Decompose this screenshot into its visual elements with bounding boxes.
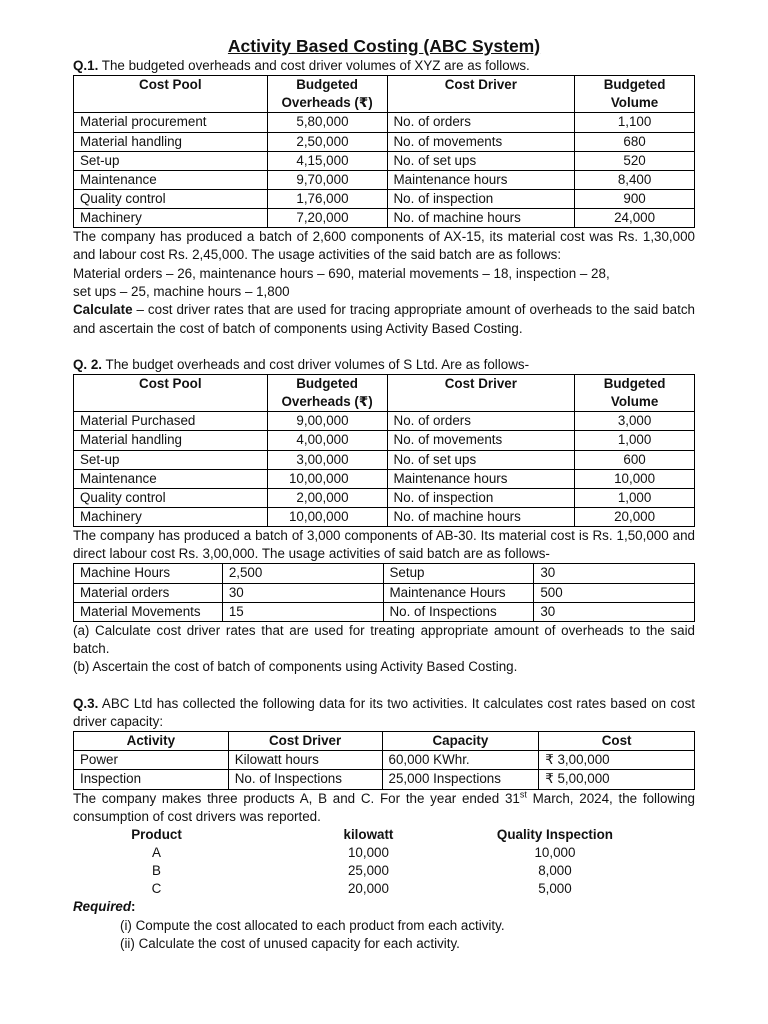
q3-product-table <box>73 826 613 898</box>
cost-pool: Maintenance <box>74 469 268 488</box>
q3-label: Q.3. <box>73 695 99 711</box>
volume: 20,000 <box>575 507 695 526</box>
overheads: 4,00,000 <box>267 431 387 450</box>
usage-label: Maintenance Hours <box>383 583 534 602</box>
q1-header-row <box>74 76 695 113</box>
usage-value: 30 <box>222 583 383 602</box>
q2-usage-table <box>73 563 695 621</box>
cost-driver: Maintenance hours <box>387 170 575 189</box>
q3-para <box>73 790 695 827</box>
table-row <box>74 751 695 770</box>
product-name: B <box>152 863 161 879</box>
q3-para-sup: st <box>519 789 527 800</box>
cost-driver: No. of set ups <box>387 450 575 469</box>
activity: Inspection <box>74 770 229 789</box>
volume: 8,400 <box>575 170 695 189</box>
cost-pool: Quality control <box>74 488 268 507</box>
q1-label: Q.1. <box>73 58 99 73</box>
overheads: 2,50,000 <box>267 132 387 151</box>
q2-para1: The company has produced a batch of 3,000 components of AB-30. Its material cost is Rs. 1,50,000 and direct labour cost Rs. 3,00,000. The usage activities of said batch are as follows- <box>73 527 695 562</box>
usage-label: Machine Hours <box>74 564 223 583</box>
cost-pool: Machinery <box>74 507 268 526</box>
usage-value: 15 <box>222 602 383 621</box>
q1-intro <box>73 57 695 75</box>
usage-value: 500 <box>534 583 695 602</box>
required-item-1: (i) Compute the cost allocated to each product from each activity. <box>120 917 505 933</box>
calculate-label: Calculate <box>73 302 133 318</box>
q3-header-row <box>74 732 695 751</box>
required-label: Required <box>73 899 132 915</box>
q3-header: Capacity <box>382 732 539 751</box>
q2-part-b: (b) Ascertain the cost of batch of components using Activity Based Costing. <box>73 659 518 675</box>
q2-header: Cost Driver <box>387 375 575 412</box>
table-row <box>74 469 695 488</box>
product-name: C <box>151 881 162 897</box>
kilowatt-value: 25,000 <box>347 863 389 879</box>
q1-header: Cost Driver <box>387 76 575 113</box>
table-row <box>74 412 695 431</box>
inspection-value: 8,000 <box>538 863 572 879</box>
q3-intro <box>73 695 695 732</box>
volume: 900 <box>575 189 695 208</box>
q3-header: Cost Driver <box>228 732 382 751</box>
cost-pool: Set-up <box>74 450 268 469</box>
table-row <box>74 113 695 132</box>
cost-pool: Material handling <box>74 132 268 151</box>
q3-intro-text: ABC Ltd has collected the following data for its two activities. It calculates cost rates based on cost driver capacity: <box>73 695 695 729</box>
usage-value: 30 <box>534 564 695 583</box>
cost-pool: Set-up <box>74 151 268 170</box>
volume: 600 <box>575 450 695 469</box>
page-title: Activity Based Costing (ABC System) <box>227 36 541 56</box>
product-name: A <box>152 845 161 861</box>
table-row <box>74 151 695 170</box>
cost-driver: No. of machine hours <box>387 507 575 526</box>
usage-label: Material orders <box>74 583 223 602</box>
table-row <box>74 132 695 151</box>
table-row <box>74 583 695 602</box>
overheads: 3,00,000 <box>267 450 387 469</box>
capacity: 60,000 KWhr. <box>382 751 539 770</box>
kilowatt-value: 10,000 <box>347 845 389 861</box>
q2-header-row <box>74 375 695 412</box>
volume: 1,100 <box>575 113 695 132</box>
required-item-2: (ii) Calculate the cost of unused capacity for each activity. <box>120 936 460 952</box>
usage-value: 30 <box>534 602 695 621</box>
table-row <box>74 602 695 621</box>
q3-header: Activity <box>74 732 229 751</box>
cost-pool: Maintenance <box>74 170 268 189</box>
q1-calculate <box>73 301 695 338</box>
volume: 1,000 <box>575 431 695 450</box>
cost-pool: Material handling <box>74 431 268 450</box>
cost-driver: No. of orders <box>387 412 575 431</box>
activity: Power <box>74 751 229 770</box>
overheads: 9,00,000 <box>267 412 387 431</box>
table-row <box>73 844 613 862</box>
q1-intro-text: The budgeted overheads and cost driver volumes of XYZ are as follows. <box>98 58 530 73</box>
table-row <box>74 564 695 583</box>
cost-driver: No. of movements <box>387 431 575 450</box>
kilowatt-header: kilowatt <box>343 827 394 843</box>
usage-value: 2,500 <box>222 564 383 583</box>
overheads: 4,15,000 <box>267 151 387 170</box>
q1-para3: set ups – 25, machine hours – 1,800 <box>73 283 290 299</box>
q2-header: Budgeted Overheads (₹) <box>267 375 387 412</box>
q2-label: Q. 2. <box>73 356 103 372</box>
q1-para2: Material orders – 26, maintenance hours – 690, material movements – 18, inspection – 28, <box>73 265 610 281</box>
cost-driver: Kilowatt hours <box>228 751 382 770</box>
q1-header: Cost Pool <box>74 76 268 113</box>
cost: ₹ 5,00,000 <box>539 770 695 789</box>
table-row <box>74 189 695 208</box>
table-row <box>74 170 695 189</box>
cost: ₹ 3,00,000 <box>539 751 695 770</box>
volume: 3,000 <box>575 412 695 431</box>
inspection-value: 10,000 <box>534 845 576 861</box>
q1-header: Budgeted Overheads (₹) <box>267 76 387 113</box>
overheads: 10,00,000 <box>267 507 387 526</box>
volume: 24,000 <box>575 208 695 227</box>
overheads: 2,00,000 <box>267 488 387 507</box>
overheads: 5,80,000 <box>267 113 387 132</box>
q2-table <box>73 374 695 527</box>
table-row <box>73 826 613 844</box>
volume: 680 <box>575 132 695 151</box>
kilowatt-value: 20,000 <box>347 881 389 897</box>
q2-intro <box>73 356 695 374</box>
table-row <box>74 450 695 469</box>
q3-para-pre: The company makes three products A, B and C. For the year ended 31 <box>73 790 520 806</box>
cost-driver: No. of movements <box>387 132 575 151</box>
q3-para-post: March, 2024, the following consumption of cost drivers was reported. <box>73 790 695 824</box>
table-row <box>74 488 695 507</box>
cost-driver: No. of Inspections <box>228 770 382 789</box>
table-row <box>74 507 695 526</box>
q2-header: Cost Pool <box>74 375 268 412</box>
overheads: 9,70,000 <box>267 170 387 189</box>
inspection-value: 5,000 <box>538 881 572 897</box>
q1-header: Budgeted Volume <box>575 76 695 113</box>
table-row <box>74 208 695 227</box>
cost-pool: Quality control <box>74 189 268 208</box>
q2-intro-text: The budget overheads and cost driver volumes of S Ltd. Are as follows- <box>102 356 530 372</box>
q1-table <box>73 75 695 228</box>
volume: 10,000 <box>575 469 695 488</box>
q3-header: Cost <box>539 732 695 751</box>
volume: 1,000 <box>575 488 695 507</box>
cost-driver: No. of orders <box>387 113 575 132</box>
cost-pool: Material Purchased <box>74 412 268 431</box>
usage-label: Material Movements <box>74 602 223 621</box>
q2-part-a: (a) Calculate cost driver rates that are used for treating appropriate amount of overheads to the said batch. <box>73 622 695 657</box>
overheads: 7,20,000 <box>267 208 387 227</box>
document-page <box>73 36 695 953</box>
table-row <box>73 862 613 880</box>
volume: 520 <box>575 151 695 170</box>
cost-driver: No. of machine hours <box>387 208 575 227</box>
usage-label: Setup <box>383 564 534 583</box>
cost-driver: No. of inspection <box>387 189 575 208</box>
cost-driver: Maintenance hours <box>387 469 575 488</box>
q2-header: Budgeted Volume <box>575 375 695 412</box>
usage-label: No. of Inspections <box>383 602 534 621</box>
cost-pool: Machinery <box>74 208 268 227</box>
q1-para1: The company has produced a batch of 2,600 components of AX-15, its material cost was Rs. 1,30,000 and labour cost Rs. 2,45,000. The usage activities of the said batch are as follows: <box>73 229 695 263</box>
table-row <box>74 770 695 789</box>
product-header: Product <box>131 827 182 843</box>
capacity: 25,000 Inspections <box>382 770 539 789</box>
cost-driver: No. of set ups <box>387 151 575 170</box>
calculate-text: – cost driver rates that are used for tracing appropriate amount of overheads to the said batch and ascertain the cost of batch of components using Activity Based Costing. <box>73 302 695 336</box>
overheads: 1,76,000 <box>267 189 387 208</box>
cost-pool: Material procurement <box>74 113 268 132</box>
q3-table <box>73 731 695 789</box>
overheads: 10,00,000 <box>267 469 387 488</box>
table-row <box>74 431 695 450</box>
cost-driver: No. of inspection <box>387 488 575 507</box>
required-heading: Required: <box>73 899 136 915</box>
table-row <box>73 880 613 898</box>
inspection-header: Quality Inspection <box>496 827 613 843</box>
